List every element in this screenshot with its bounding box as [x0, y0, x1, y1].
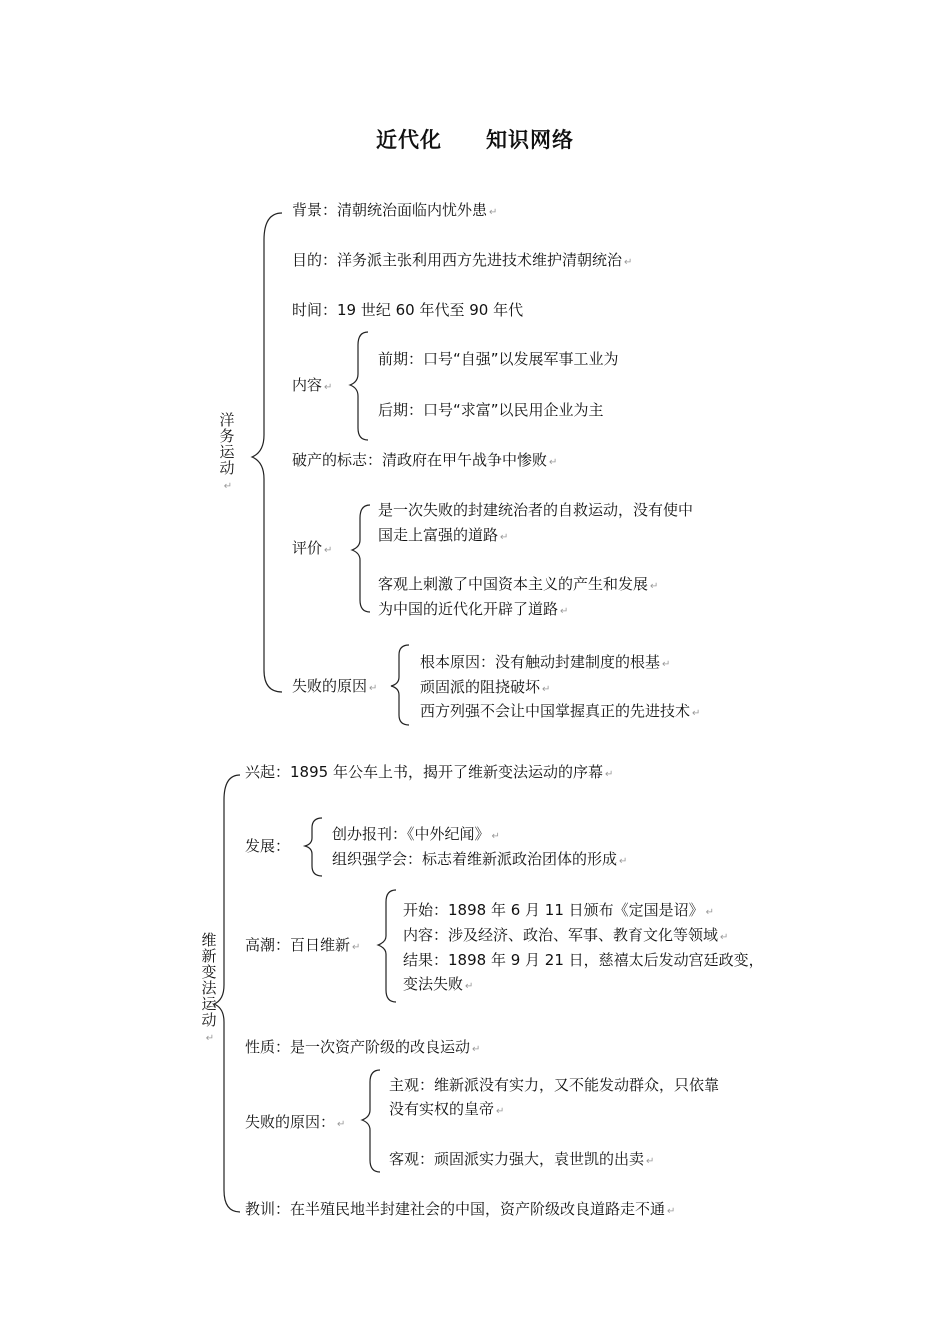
s1-content-late — [378, 400, 604, 420]
s2-climax-3b: 变法失败 ↵ — [403, 975, 474, 993]
s2-climax-label-text: 高潮：百日维新 — [245, 936, 351, 954]
s1-failure-2: 顽固派的阻挠破坏 ↵ — [420, 678, 551, 696]
s1-evaluation-2b: 为中国的近代化开辟了道路 ↵ — [378, 600, 569, 618]
s1-content-early-text: 前期：口号“自强”以发展军事工业为 — [378, 350, 619, 368]
s2-nature-text: 性质：是一次资产阶级的改良运动 — [245, 1038, 471, 1056]
brace-evaluation — [352, 505, 370, 612]
s1-evaluation-2a-text: 客观上刺激了中国资本主义的产生和发展 — [378, 575, 649, 593]
brace-content — [350, 332, 368, 440]
s1-background-text: 背景：清朝统治面临内忧外患 — [292, 201, 488, 219]
section2-label-text: 维新变法运动 — [201, 931, 217, 1029]
brace-failure2 — [362, 1070, 380, 1172]
section2-label: 维新变法运动↵ — [201, 931, 217, 1044]
s1-failure-3-text: 西方列强不会让中国掌握真正的先进技术 — [420, 702, 691, 720]
s1-evaluation-1b-text: 国走上富强的道路 — [378, 526, 499, 544]
s2-failure-obj-text: 客观：顽固派实力强大，袁世凯的出卖 — [389, 1150, 645, 1168]
page-title — [0, 124, 950, 154]
s2-rise-text: 兴起：1895 年公车上书，揭开了维新变法运动的序幕 — [245, 763, 603, 781]
s1-background: 背景：清朝统治面临内忧外患 ↵ — [292, 201, 498, 219]
s2-climax-2: 内容：涉及经济、政治、军事、教育文化等领域 ↵ — [403, 926, 729, 944]
s1-time-text: 时间：19 世纪 60 年代至 90 年代 — [292, 301, 524, 319]
s2-climax-3a — [403, 950, 764, 970]
s1-evaluation-2a: 客观上刺激了中国资本主义的产生和发展 ↵ — [378, 575, 659, 593]
s2-failure-subj-b: 没有实权的皇帝 ↵ — [389, 1100, 505, 1118]
s2-failure-label: 失败的原因： ↵ — [245, 1113, 346, 1131]
s2-climax-1: 开始：1898 年 6 月 11 日颁布《定国是诏》 ↵ — [403, 901, 715, 919]
s2-development-2: 组织强学会：标志着维新派政治团体的形成 ↵ — [332, 850, 628, 868]
s2-climax-3a-text: 结果：1898 年 9 月 21 日，慈禧太后发动宫廷政变， — [403, 951, 764, 969]
s2-lesson-text: 教训：在半殖民地半封建社会的中国，资产阶级改良道路走不通 — [245, 1200, 666, 1218]
s1-failure-3: 西方列强不会让中国掌握真正的先进技术 ↵ — [420, 702, 701, 720]
s1-purpose: 目的：洋务派主张利用西方先进技术维护清朝统治 ↵ — [292, 251, 633, 269]
s1-purpose-text: 目的：洋务派主张利用西方先进技术维护清朝统治 — [292, 251, 623, 269]
s1-evaluation-1a — [378, 500, 693, 520]
s2-development-1: 创办报刊：《中外纪闻》 ↵ — [332, 825, 500, 843]
s1-failure-label: 失败的原因 ↵ — [292, 677, 378, 695]
s1-failure-2-text: 顽固派的阻挠破坏 — [420, 678, 541, 696]
s1-content-late-text: 后期：口号“求富”以民用企业为主 — [378, 401, 604, 419]
s2-climax-2-text: 内容：涉及经济、政治、军事、教育文化等领域 — [403, 926, 719, 944]
s2-development-label-text: 发展： — [245, 837, 291, 855]
s2-failure-subj-a — [389, 1075, 719, 1095]
brace-development — [305, 818, 322, 876]
brace-climax — [378, 890, 396, 1002]
s2-failure-subj-a-text: 主观：维新派没有实力，又不能发动群众，只依靠 — [389, 1076, 720, 1094]
s1-evaluation-label: 评价 ↵ — [292, 539, 333, 557]
brace-section1 — [252, 213, 282, 692]
s2-development-1-text: 创办报刊：《中外纪闻》 — [332, 825, 490, 843]
s1-evaluation-label-text: 评价 — [292, 539, 323, 557]
s2-nature: 性质：是一次资产阶级的改良运动 ↵ — [245, 1038, 481, 1056]
title-part-1: 近代化 — [376, 128, 442, 152]
s2-failure-obj: 客观：顽固派实力强大，袁世凯的出卖 ↵ — [389, 1150, 655, 1168]
s2-climax-1-text: 开始：1898 年 6 月 11 日颁布《定国是诏》 — [403, 901, 704, 919]
s2-climax-label: 高潮：百日维新 ↵ — [245, 936, 361, 954]
s1-bankruptcy: 破产的标志：清政府在甲午战争中惨败 ↵ — [292, 451, 558, 469]
s1-content-label: 内容 ↵ — [292, 376, 333, 394]
title-part-2: 知识网络 — [486, 128, 574, 152]
brace-failure1 — [391, 645, 409, 725]
s1-failure-label-text: 失败的原因 — [292, 677, 368, 695]
section1-label: 洋务运动↵ — [219, 411, 235, 492]
s1-evaluation-2b-text: 为中国的近代化开辟了道路 — [378, 600, 559, 618]
s2-development-label — [245, 836, 290, 856]
s1-evaluation-1a-text: 是一次失败的封建统治者的自救运动，没有使中 — [378, 501, 694, 519]
s1-evaluation-1b: 国走上富强的道路 ↵ — [378, 526, 509, 544]
s1-failure-1: 根本原因：没有触动封建制度的根基 ↵ — [420, 653, 671, 671]
s2-lesson: 教训：在半殖民地半封建社会的中国，资产阶级改良道路走不通 ↵ — [245, 1200, 676, 1218]
s1-bankruptcy-text: 破产的标志：清政府在甲午战争中惨败 — [292, 451, 548, 469]
s1-failure-1-text: 根本原因：没有触动封建制度的根基 — [420, 653, 661, 671]
s1-time — [292, 300, 523, 320]
s2-development-2-text: 组织强学会：标志着维新派政治团体的形成 — [332, 850, 618, 868]
s2-failure-subj-b-text: 没有实权的皇帝 — [389, 1100, 495, 1118]
section1-label-text: 洋务运动 — [219, 411, 235, 477]
s2-failure-label-text: 失败的原因： — [245, 1113, 336, 1131]
s1-content-label-text: 内容 — [292, 376, 323, 394]
s2-climax-3b-text: 变法失败 — [403, 975, 464, 993]
s2-rise: 兴起：1895 年公车上书，揭开了维新变法运动的序幕 ↵ — [245, 763, 614, 781]
s1-content-early — [378, 349, 619, 369]
